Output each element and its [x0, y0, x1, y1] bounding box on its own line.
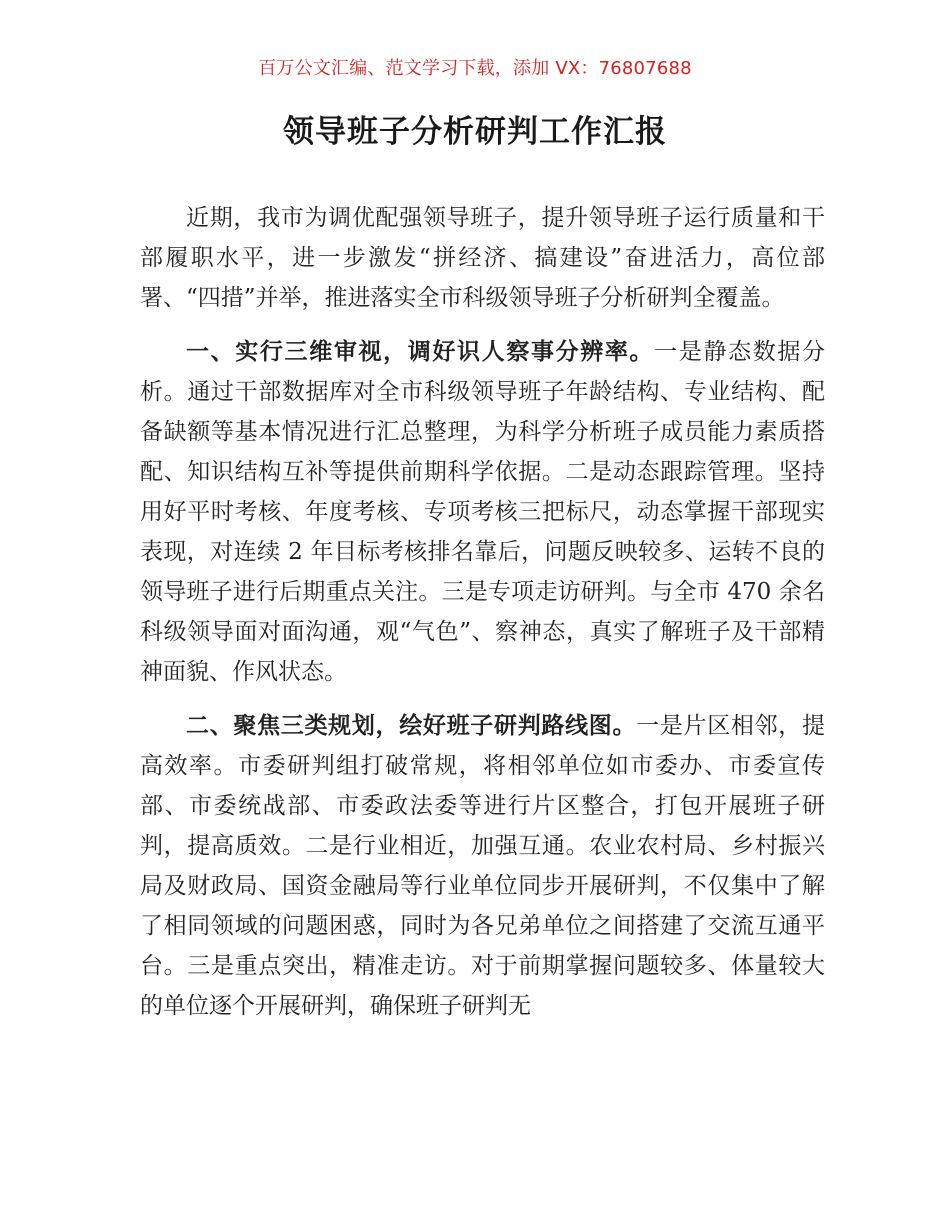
paragraph-intro — [140, 198, 825, 318]
section-heading: 二、聚焦三类规划，绘好班子研判路线图。 — [186, 713, 637, 739]
section-heading: 一、实行三维审视，调好识人察事分辨率。 — [186, 339, 655, 365]
paragraph-section-2 — [140, 706, 825, 1026]
paragraph-text: 一是静态数据分析。通过干部数据库对全市科级领导班子年龄结构、专业结构、配备缺额等基本情况进行汇总整理，为科学分析班子成员能力素质搭配、知识结构互补等提供前期科学依据。二是动态跟踪管理。坚持用好平时考核、年度考核、专项考核三把标尺，动态掌握干部现实表现，对连续 2 年目标考核排名靠后，问题反映较多、运转不良的领导班子进行后期重点关注。三是专项走访研判。与全市 470 余名科级领导面对面沟通，观“气色”、察神态，真实了解班子及干部精神面貌、作风状态。 — [140, 339, 826, 685]
document-body — [140, 198, 825, 1040]
paragraph-text: 近期，我市为调优配强领导班子，提升领导班子运行质量和干部履职水平，进一步激发“拼经济、搞建设”奋进活力，高位部署、“四措”并举，推进落实全市科级领导班子分析研判全覆盖。 — [140, 205, 825, 311]
header-banner: 百万公文汇编、范文学习下载，添加 VX：76807688 — [258, 58, 692, 79]
paragraph-text: 一是片区相邻，提高效率。市委研判组打破常规，将相邻单位如市委办、市委宣传部、市委统战部、市委政法委等进行片区整合，打包开展班子研判，提高质效。二是行业相近，加强互通。农业农村局、乡村振兴局及财政局、国资金融局等行业单位同步开展研判，不仅集中了解了相同领域的问题困惑，同时为各兄弟单位之间搭建了交流互通平台。三是重点突出，精准走访。对于前期掌握问题较多、体量较大的单位逐个开展研判，确保班子研判无 — [140, 713, 826, 1019]
paragraph-section-1 — [140, 332, 825, 692]
document-title: 领导班子分析研判工作汇报 — [283, 114, 667, 150]
